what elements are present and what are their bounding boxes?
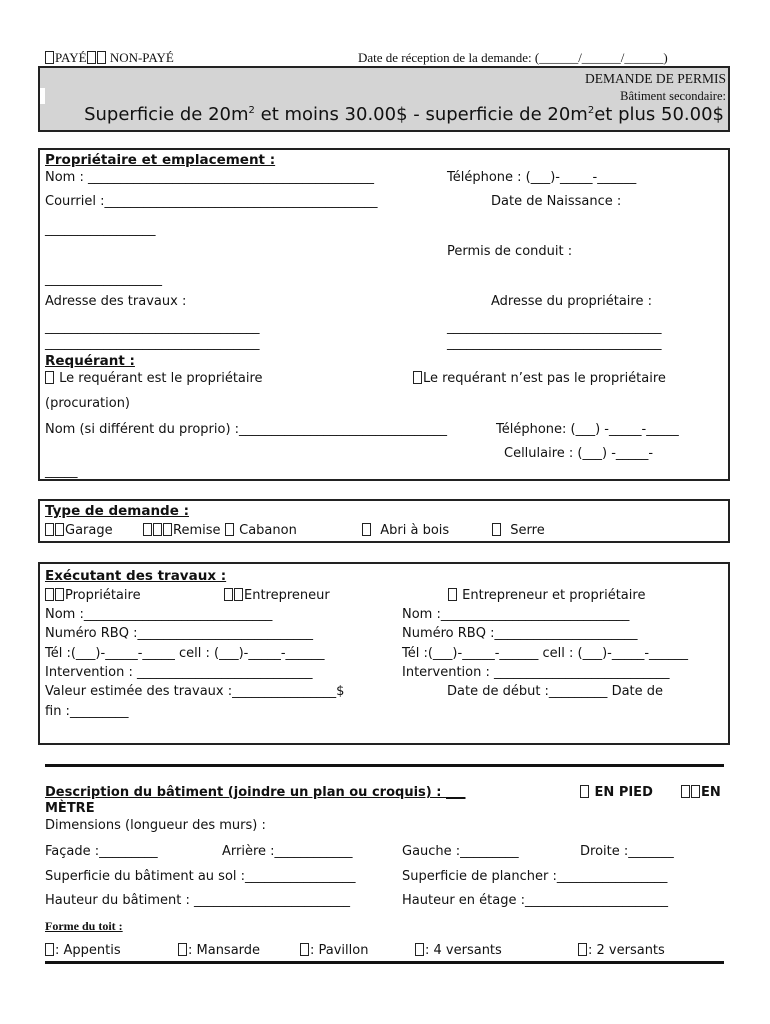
checkbox[interactable] (681, 785, 690, 798)
executant-valeur[interactable]: Valeur estimée des travaux :________________$ (45, 684, 345, 699)
checkbox[interactable] (143, 523, 152, 536)
toit-4-versants[interactable] (415, 943, 502, 958)
requerant-option-non-proprio[interactable] (413, 371, 666, 386)
owner-permis[interactable]: Permis de conduit : (447, 244, 573, 259)
requerant-option-proprio[interactable] (45, 371, 263, 386)
owner-date-naissance[interactable]: Date de Naissance : (491, 194, 622, 209)
versants4-label: : 4 versants (425, 943, 502, 958)
adresse-proprio-line-2[interactable]: _________________________________ (447, 336, 662, 351)
adresse-proprio-line-1[interactable]: _________________________________ (447, 320, 662, 335)
en-label: EN (701, 785, 721, 800)
payment-status (45, 50, 174, 66)
checkbox[interactable] (578, 943, 587, 956)
sup-1: 2 (248, 105, 255, 116)
dimensions-label: Dimensions (longueur des murs) : (45, 818, 266, 833)
checkbox[interactable] (45, 523, 54, 536)
toit-mansarde[interactable] (178, 943, 260, 958)
fee-part-b: et moins 30.00$ - superficie de 20m (254, 104, 588, 125)
checkbox[interactable] (492, 523, 501, 536)
executant-nom-left[interactable]: Nom :_____________________________ (45, 607, 273, 622)
droite-field[interactable]: Droite :_______ (580, 844, 674, 859)
type-remise-label: Remise (173, 523, 221, 538)
banner-title: DEMANDE DE PERMIS (584, 71, 726, 86)
type-garage-label: Garage (65, 523, 113, 538)
sup-2: 2 (587, 105, 595, 116)
checkbox[interactable] (178, 943, 187, 956)
banner-fees (84, 104, 724, 125)
type-serre[interactable] (492, 523, 545, 538)
requerant-procuration: (procuration) (45, 396, 131, 411)
paye-checkbox[interactable] (45, 51, 54, 64)
toit-2-versants[interactable] (578, 943, 665, 958)
checkbox[interactable] (55, 588, 64, 601)
executant-rbq-right[interactable]: Numéro RBQ :______________________ (402, 626, 638, 641)
checkbox[interactable] (234, 588, 243, 601)
gauche-field[interactable]: Gauche :_________ (402, 844, 519, 859)
banner-mark (40, 88, 45, 104)
en-pied-label: EN PIED (594, 785, 653, 800)
date-reception: Date de réception de la demande: (______/______/______) (358, 50, 668, 65)
executant-entrepreneur-label: Entrepreneur (244, 588, 330, 603)
requerant-option-proprio-label: Le requérant est le propriétaire (59, 371, 263, 386)
owner-telephone[interactable]: Téléphone : (___)-_____-______ (447, 170, 637, 185)
versants2-label: : 2 versants (588, 943, 665, 958)
type-cabanon[interactable] (225, 523, 297, 538)
executant-date-fin[interactable]: fin :_________ (45, 704, 129, 719)
type-garage[interactable] (45, 523, 113, 538)
unit-en-metre[interactable] (681, 785, 721, 800)
type-abri-label: Abri à bois (380, 523, 450, 538)
executant-nom-right[interactable]: Nom :_____________________________ (402, 607, 630, 622)
executant-tel-right[interactable]: Tél :(___)-_____-______ cell : (___)-_____-______ (402, 646, 689, 661)
arriere-field[interactable]: Arrière :____________ (222, 844, 353, 859)
owner-line-2[interactable]: __________________ (45, 272, 162, 287)
toit-pavillon[interactable] (300, 943, 368, 958)
executant-proprietaire[interactable] (45, 588, 141, 603)
pavillon-label: : Pavillon (310, 943, 369, 958)
checkbox[interactable] (300, 943, 309, 956)
requerant-nom[interactable]: Nom (si différent du proprio) :________________________________ (45, 422, 448, 437)
executant-proprietaire-label: Propriétaire (65, 588, 141, 603)
non-paye-checkbox[interactable] (87, 51, 96, 64)
executant-intervention-right[interactable]: Intervention : ___________________________ (402, 665, 670, 680)
checkbox[interactable] (415, 943, 424, 956)
banner-subtitle: Bâtiment secondaire: (620, 89, 726, 103)
requerant-heading: Requérant : (45, 353, 135, 369)
checkbox[interactable] (55, 523, 64, 536)
superficie-plancher-field[interactable]: Superficie de plancher :_________________ (402, 869, 668, 884)
facade-field[interactable]: Façade :_________ (45, 844, 158, 859)
type-abri[interactable] (362, 523, 449, 538)
executant-entrepreneur-proprietaire[interactable] (448, 588, 645, 603)
hauteur-batiment-field[interactable]: Hauteur du bâtiment : ________________________ (45, 893, 350, 908)
superficie-sol-field[interactable]: Superficie du bâtiment au sol :_________________ (45, 869, 356, 884)
unit-en-pied[interactable] (580, 785, 653, 800)
requerant-telephone[interactable]: Téléphone: (___) -_____-_____ (496, 422, 679, 437)
non-paye-label: NON-PAYÉ (109, 50, 174, 65)
checkbox[interactable] (580, 785, 589, 798)
executant-date-debut[interactable]: Date de début :_________ Date de (447, 684, 664, 699)
checkbox[interactable] (45, 943, 54, 956)
requerant-option-non-proprio-label: Le requérant n’est pas le propriétaire (423, 371, 666, 386)
permit-banner (38, 66, 730, 132)
type-serre-label: Serre (510, 523, 545, 538)
adresse-travaux-line-2[interactable]: _________________________________ (45, 336, 260, 351)
checkbox[interactable] (362, 523, 371, 536)
checkbox[interactable] (448, 588, 457, 601)
hauteur-etage-field[interactable]: Hauteur en étage :______________________ (402, 893, 668, 908)
executant-tel-left[interactable]: Tél :(___)-_____-_____ cell : (___)-_____-______ (45, 646, 325, 661)
checkbox[interactable] (413, 371, 422, 384)
paye-label: PAYÉ (55, 50, 87, 65)
appentis-label: : Appentis (55, 943, 121, 958)
owner-courriel[interactable]: Courriel :__________________________________________ (45, 194, 378, 209)
non-paye-checkbox-2[interactable] (97, 51, 106, 64)
adresse-travaux-label: Adresse des travaux : (45, 294, 187, 309)
checkbox[interactable] (225, 523, 234, 536)
toit-appentis[interactable] (45, 943, 121, 958)
owner-heading: Propriétaire et emplacement : (45, 152, 276, 168)
adresse-travaux-line-1[interactable]: _________________________________ (45, 320, 260, 335)
type-cabanon-label: Cabanon (239, 523, 297, 538)
checkbox[interactable] (45, 371, 54, 384)
metre-label: MÈTRE (45, 801, 95, 816)
fee-part-a: Superficie de 20m (84, 104, 249, 125)
description-top-rule (45, 764, 724, 767)
owner-nom[interactable]: Nom : ____________________________________________ (45, 170, 374, 185)
forme-toit-label: Forme du toit : (45, 919, 123, 933)
executant-intervention-left[interactable]: Intervention : ___________________________ (45, 665, 313, 680)
type-heading: Type de demande : (45, 503, 189, 519)
checkbox[interactable] (224, 588, 233, 601)
checkbox[interactable] (153, 523, 162, 536)
description-heading-text: Description du bâtiment (joindre un plan ou croquis) : (45, 785, 446, 800)
requerant-cellulaire[interactable]: Cellulaire : (___) -_____- (504, 446, 654, 461)
description-bottom-rule (45, 961, 724, 964)
checkbox[interactable] (163, 523, 172, 536)
executant-ep-label: Entrepreneur et propriétaire (462, 588, 646, 603)
adresse-proprio-label: Adresse du propriétaire : (491, 294, 652, 309)
owner-line-1[interactable]: _________________ (45, 222, 156, 237)
description-heading-tail: ___ (445, 785, 466, 800)
type-remise[interactable] (143, 523, 221, 538)
mansarde-label: : Mansarde (188, 943, 261, 958)
description-heading (45, 785, 465, 800)
checkbox[interactable] (45, 588, 54, 601)
executant-heading: Exécutant des travaux : (45, 568, 227, 584)
executant-entrepreneur[interactable] (224, 588, 330, 603)
checkbox[interactable] (691, 785, 700, 798)
requerant-tail-line[interactable]: _____ (45, 464, 78, 479)
fee-part-c: et plus 50.00$ (594, 104, 724, 125)
executant-rbq-left[interactable]: Numéro RBQ :___________________________ (45, 626, 313, 641)
